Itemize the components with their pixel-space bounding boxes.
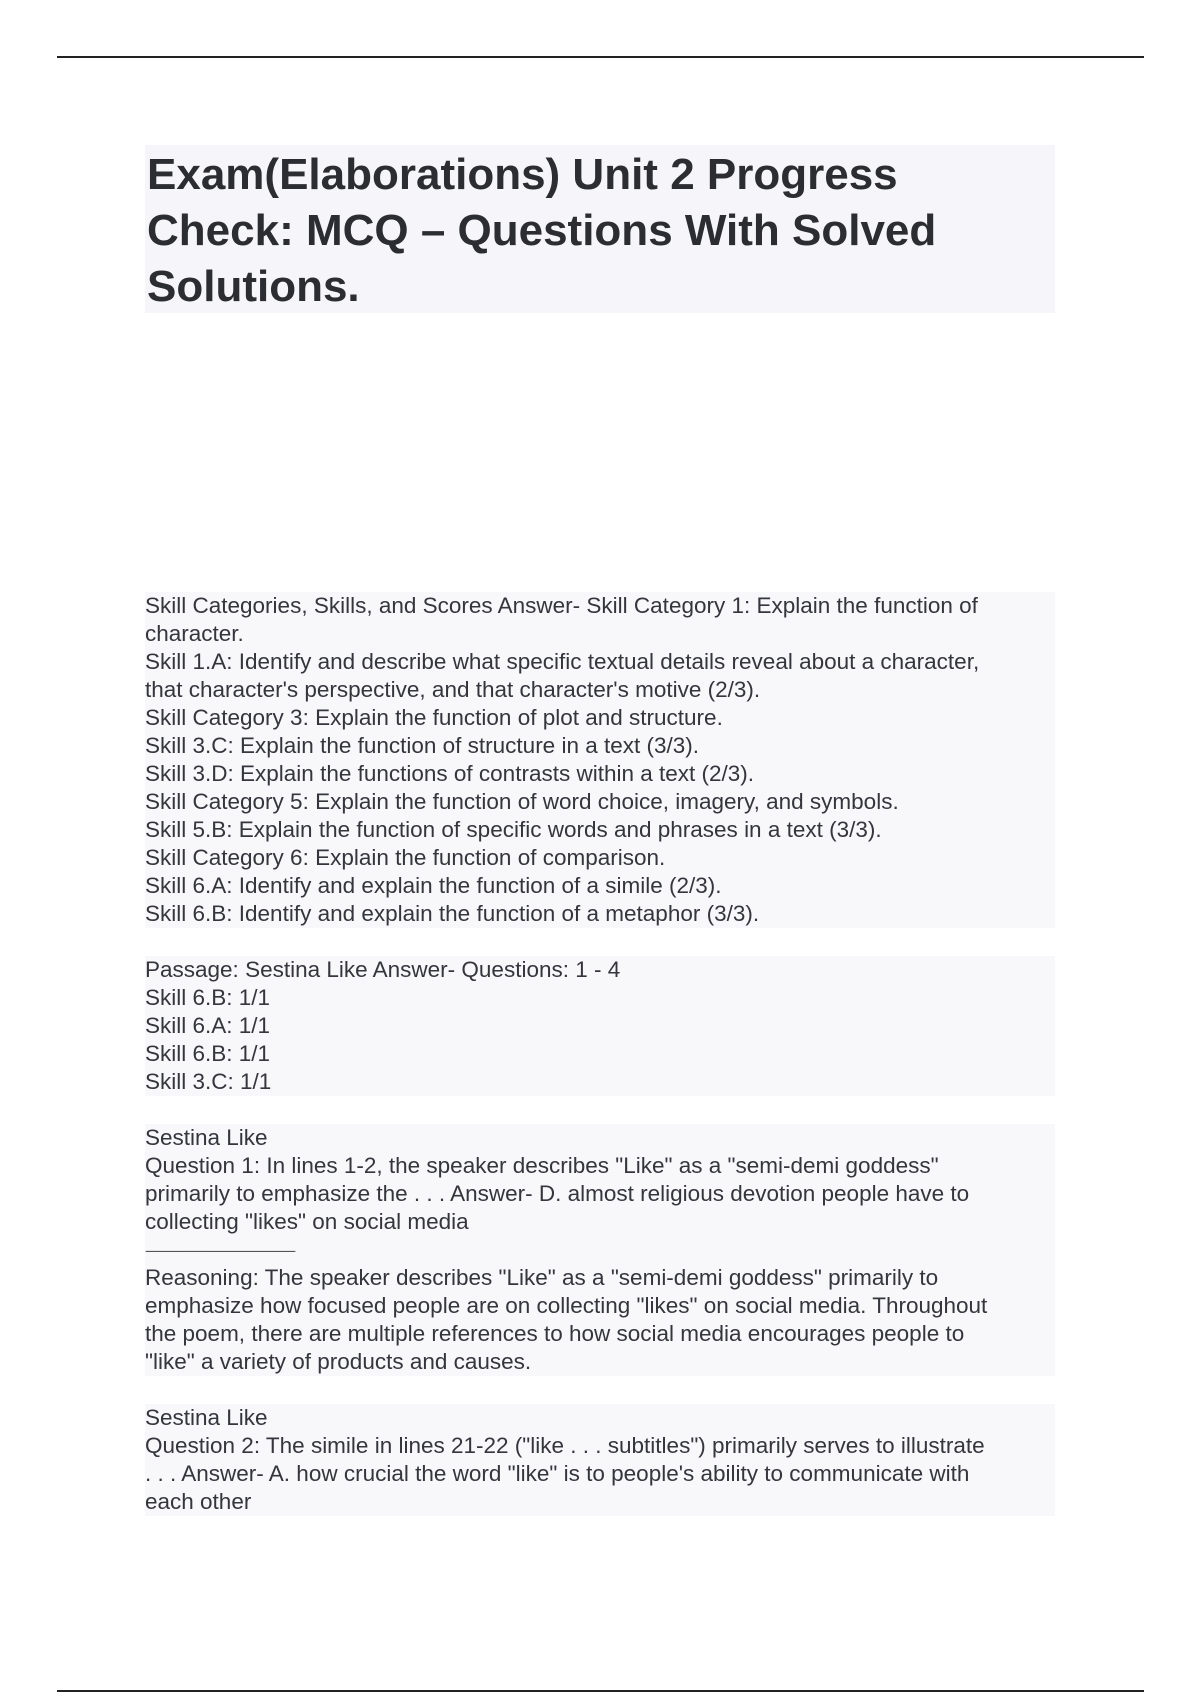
text-line: Passage: Sestina Like Answer- Questions: 1 - 4 [145,957,621,982]
title-line: Check: MCQ – Questions With Solved [147,206,937,255]
text-line: collecting "likes" on social media [145,1209,469,1234]
title-line: Solutions. [147,262,360,311]
text-line: Skill 3.D: Explain the functions of contrasts within a text (2/3). [145,761,755,786]
text-line: Skill 3.C: 1/1 [145,1069,272,1094]
text-line: each other [145,1489,252,1514]
text-line: Skill 6.A: 1/1 [145,1013,271,1038]
text-line: Skill Category 6: Explain the function of comparison. [145,845,666,870]
text-line: Skill 6.A: Identify and explain the function of a simile (2/3). [145,873,722,898]
text-line: Question 1: In lines 1-2, the speaker describes "Like" as a "semi-demi goddess" [145,1153,939,1178]
title-line: Exam(Elaborations) Unit 2 Progress [147,150,898,199]
text-line: Skill Category 3: Explain the function of plot and structure. [145,705,723,730]
text-line: Sestina Like [145,1125,268,1150]
text-line: Question 2: The simile in lines 21-22 ("like . . . subtitles") primarily serves to illustrate [145,1433,985,1458]
text-line: . . . Answer- A. how crucial the word "like" is to people's ability to communicate with [145,1461,970,1486]
text-line: Skill 6.B: Identify and explain the function of a metaphor (3/3). [145,901,760,926]
title-block [145,145,1055,313]
skill-categories-paragraph [145,592,1055,928]
text-line: "like" a variety of products and causes. [145,1349,532,1374]
document-body [145,592,1055,1544]
text-line: Skill 3.C: Explain the function of structure in a text (3/3). [145,733,700,758]
text-line: the poem, there are multiple references to how social media encourages people to [145,1321,965,1346]
header-rule [57,56,1144,58]
text-line: character. [145,621,244,646]
question-1-paragraph [145,1124,1055,1376]
text-line: Skill Category 5: Explain the function of word choice, imagery, and symbols. [145,789,899,814]
text-line: Skill 6.B: 1/1 [145,1041,271,1066]
text-line: Reasoning: The speaker describes "Like" as a "semi-demi goddess" primarily to [145,1265,939,1290]
text-line: emphasize how focused people are on collecting "likes" on social media. Throughout [145,1293,988,1318]
text-line: Skill 6.B: 1/1 [145,985,271,1010]
text-line: primarily to emphasize the . . . Answer- D. almost religious devotion people have to [145,1181,970,1206]
separator-line: -------------------------------------------------------- [145,1242,295,1258]
question-2-paragraph [145,1404,1055,1516]
text-line: Skill Categories, Skills, and Scores Answer- Skill Category 1: Explain the function of [145,593,978,618]
text-line: Skill 5.B: Explain the function of specific words and phrases in a text (3/3). [145,817,882,842]
passage-paragraph [145,956,1055,1096]
footer-rule [57,1690,1144,1692]
text-line: Skill 1.A: Identify and describe what specific textual details reveal about a character, [145,649,980,674]
text-line: that character's perspective, and that character's motive (2/3). [145,677,761,702]
document-title [147,147,1055,315]
text-line: Sestina Like [145,1405,268,1430]
